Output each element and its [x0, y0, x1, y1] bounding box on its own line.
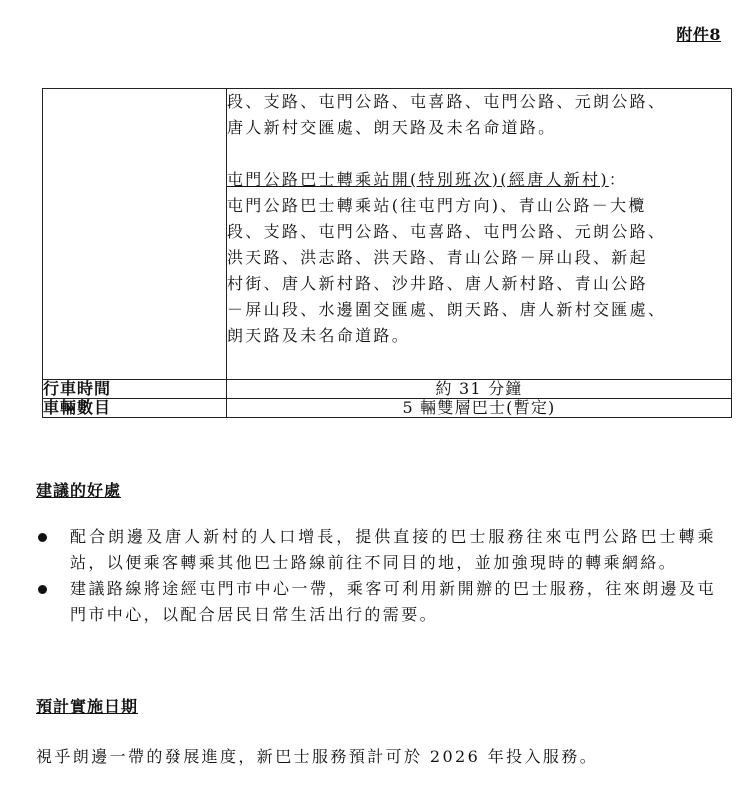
route-label-cell: [43, 89, 227, 380]
route-line: 屯門公路巴士轉乘站(往屯門方向)、青山公路－大欖: [227, 196, 647, 215]
benefit-item: [36, 524, 716, 576]
implementation-title: 預計實施日期: [36, 697, 139, 716]
journey-time-label: 行車時間: [43, 380, 227, 399]
benefit-text: 建議路線將途經屯門市中心一帶，乘客可利用新開辦的巴士服務，往來朗邊及屯門市中心，以配合居民日常生活出行的需要。: [70, 579, 716, 624]
route-line: 朗天路及未名命道路。: [227, 326, 411, 345]
special-route-heading-line: [227, 167, 731, 193]
implementation-text: 視乎朗邊一帶的發展進度，新巴士服務預計可於 2026 年投入服務。: [36, 747, 599, 766]
journey-time-row: [43, 380, 732, 399]
annex-label: 附件8: [676, 25, 721, 44]
route-details-table: [42, 88, 732, 418]
vehicle-count-label: 車輛數目: [43, 399, 227, 418]
route-description-row: [43, 89, 732, 380]
vehicle-count-row: [43, 399, 732, 418]
vehicle-count-value: 5 輛雙層巴士(暫定): [227, 399, 732, 418]
route-line: 段、支路、屯門公路、屯喜路、屯門公路、元朗公路、: [227, 92, 667, 111]
bullet-icon: [38, 585, 47, 594]
benefits-title: 建議的好處: [36, 481, 122, 500]
route-line: 村街、唐人新村路、沙井路、唐人新村路、青山公路: [227, 274, 648, 293]
benefit-item: [36, 576, 716, 628]
route-line: 洪天路、洪志路、洪天路、青山公路－屏山段、新起: [227, 248, 648, 267]
route-line: －屏山段、水邊圍交匯處、朗天路、唐人新村交匯處、: [227, 300, 667, 319]
benefit-text: 配合朗邊及唐人新村的人口增長，提供直接的巴士服務往來屯門公路巴士轉乘站，以便乘客轉乘其他巴士路線前往不同目的地，並加強現時的轉乘網絡。: [70, 527, 716, 572]
journey-time-value: 約 31 分鐘: [227, 380, 732, 399]
special-route-heading: 屯門公路巴士轉乘站開(特別班次)(經唐人新村): [227, 170, 609, 189]
route-line: 段、支路、屯門公路、屯喜路、屯門公路、元朗公路、: [227, 222, 667, 241]
special-route-heading-suffix: ：: [608, 170, 628, 189]
benefits-list: [36, 524, 716, 628]
route-description: [227, 89, 731, 379]
route-description-cell: [227, 89, 732, 380]
bullet-icon: [38, 533, 47, 542]
route-line: 唐人新村交匯處、朗天路及未名命道路。: [227, 118, 557, 137]
